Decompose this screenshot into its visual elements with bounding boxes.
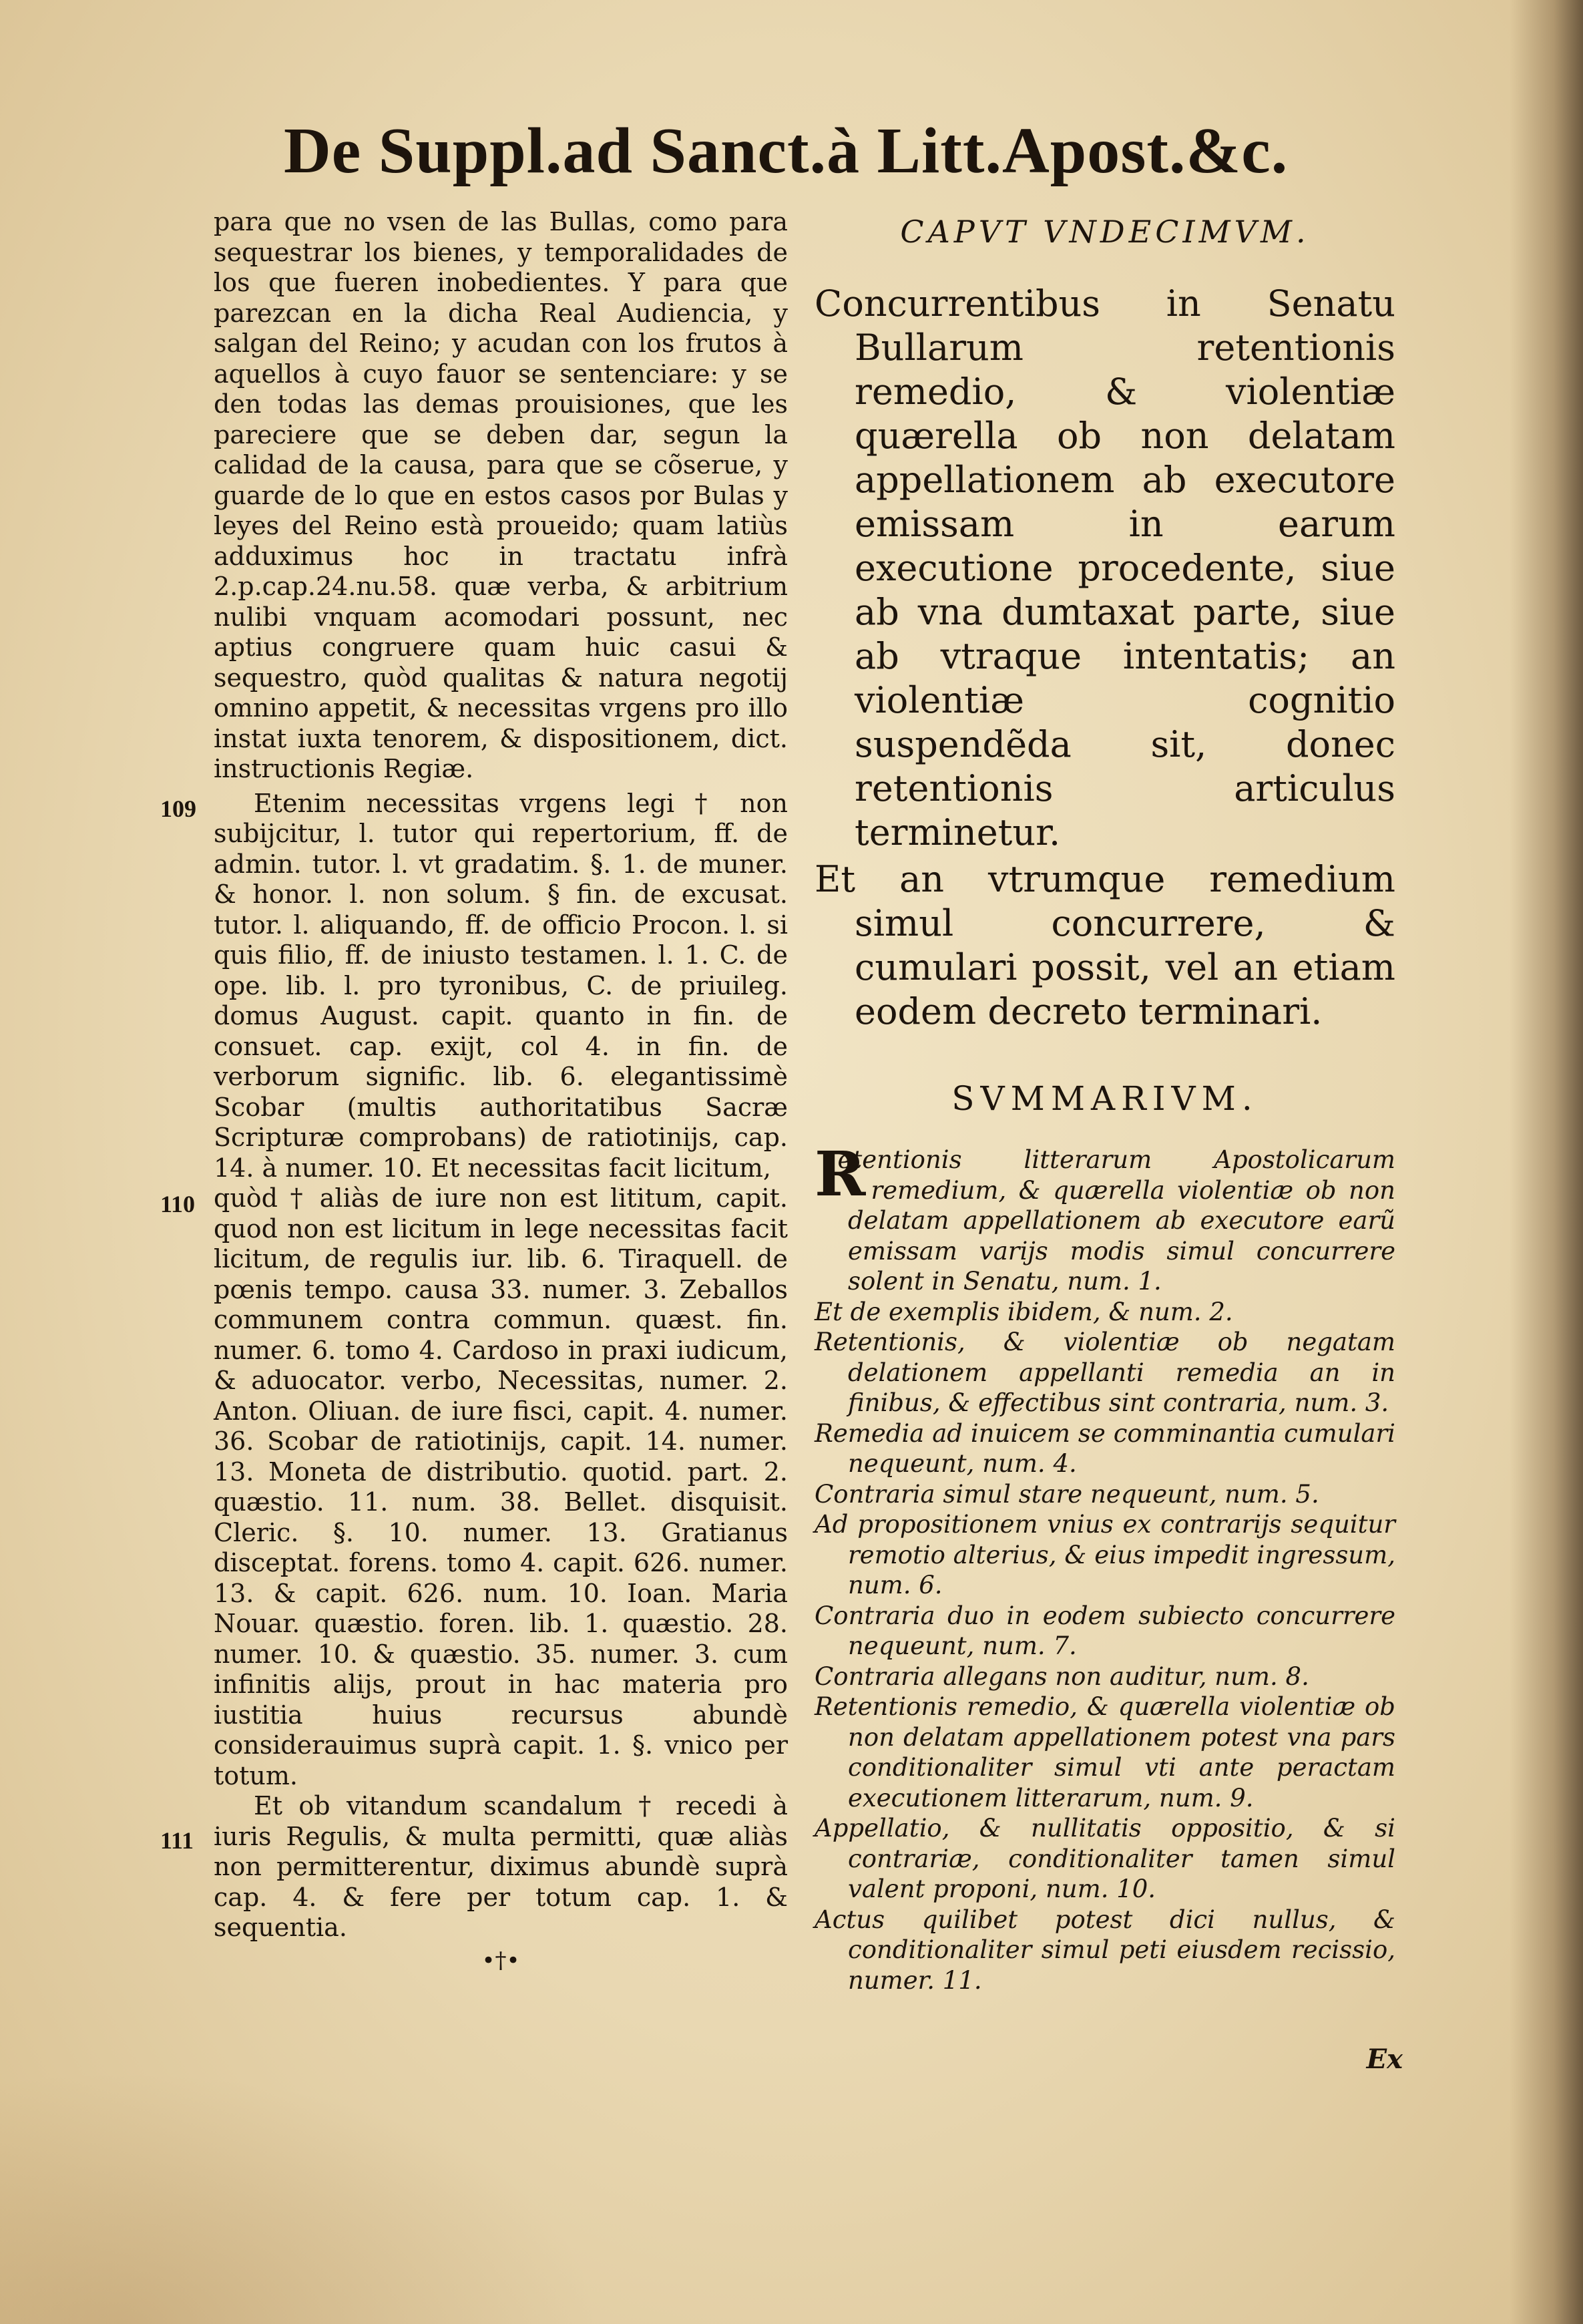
running-header: De Suppl.ad Sanct.à Litt.Apost.&c. — [284, 115, 1289, 187]
left-paragraph-1: para que no vsen de las Bullas, como para sequestrar los bienes, y temporalidades de los que fueren inobedientes. Y para que parezcan en la dicha Real Audiencia, y salgan del Reino; y acudan con los frutos à aquellos à cuyo fauor se sentenciare: y se den todas las demas prouisiones, que les pareciere que se deben dar, segun la calidad de la causa, para que se cõserue, y guarde de lo que en estos casos por Bulas y leyes del Reino està proueido; quam latiùs adduximus hoc in tractatu infrà 2.p.cap.24.nu.58. quæ verba, & arbitrium nulibi vnquam acomodari possunt, nec aptius congruere quam huic casui & sequestro, quòd qualitas & natura negotij omnino appetit, & necessitas vrgens pro illo instat iuxta tenorem, & dispositionem, dict. instructionis Regiæ. — [214, 207, 788, 783]
margin-number-109: 109 — [160, 795, 196, 822]
summary-title: SVMMARIVM. — [951, 1079, 1259, 1118]
summary-item: Remedia ad inuicem se comminantia cumulari nequeunt, num. 4. — [815, 1418, 1395, 1478]
catchword: Ex — [1366, 2044, 1403, 2075]
summary-item: Contraria simul stare nequeunt, num. 5. — [815, 1479, 1319, 1509]
margin-number-111: 111 — [160, 1827, 194, 1854]
left-column — [214, 207, 788, 1974]
margin-number-110: 110 — [160, 1191, 196, 1217]
chapter-title: CAPVT VNDECIMVM. — [900, 214, 1310, 250]
summary-item: Actus quilibet potest dici nullus, & conditionaliter simul peti eiusdem recissio, numer. 11. — [815, 1905, 1395, 1995]
summary-list — [815, 1138, 1395, 1995]
binding-shadow — [1510, 0, 1583, 2324]
summary-item: Retentionis, & violentiæ ob negatam delationem appellanti remedia an in finibus, & effectibus sint contraria, num. 3. — [815, 1328, 1395, 1417]
right-column — [815, 214, 1395, 1995]
summary-item: Retentionis litterarum Apostolicarum remedium, & quærella violentiæ ob non delatam appellationem ab executore earũ emissam varijs modis simul concurrere solent in Senatu, num. 1. — [815, 1138, 1395, 1296]
left-paragraph-4: Et ob vitandum scandalum † recedi à iuris Regulis, & multa permitti, quæ aliàs non permitterentur, diximus abundè suprà cap. 4. & fere per totum cap. 1. & sequentia. — [214, 1791, 788, 1942]
summary-item: Contraria duo in eodem subiecto concurrere nequeunt, num. 7. — [815, 1601, 1395, 1660]
paper-stain — [0, 2070, 601, 2324]
chapter-rubric-2: Et an vtrumque remedium simul concurrere, & cumulari possit, vel an etiam eodem decreto terminari. — [815, 858, 1395, 1032]
summary-item: Ad propositionem vnius ex contrarijs sequitur remotio alterius, & eius impedit ingressum, num. 6. — [815, 1510, 1395, 1599]
summary-item: Retentionis remedio, & quærella violentiæ ob non delatam appellationem potest vna pars conditionaliter simul vti ante peractam executionem litterarum, num. 9. — [815, 1692, 1395, 1812]
summary-item: Contraria allegans non auditur, num. 8. — [815, 1662, 1309, 1691]
left-paragraph-2: Etenim necessitas vrgens legi † non subijcitur, l. tutor qui repertorium, ff. de admin. tutor. l. vt gradatim. §. 1. de muner. & honor. l. non solum. § fin. de excusat. tutor. l. aliquando, ff. de officio Procon. l. si quis filio, ff. de iniusto testamen. l. 1. C. de ope. lib. l. pro tyronibus, C. de priuileg. domus August. capit. quanto in fin. de consuet. cap. exijt, col 4. in fin. de verborum signific. lib. 6. elegantissimè Scobar (multis authoritatibus Sacræ Scripturæ comprobans) de ratiotinijs, cap. 14. à numer. 10. Et necessitas facit licitum, — [214, 788, 788, 1183]
summary-item: Et de exemplis ibidem, & num. 2. — [815, 1297, 1233, 1326]
left-paragraph-3: quòd † aliàs de iure non est lititum, capit. quod non est licitum in lege necessitas facit licitum, de regulis iur. lib. 6. Tiraquell. de pœnis tempo. causa 33. numer. 3. Zeballos communem contra commun. quæst. fin. numer. 6. tomo 4. Cardoso in praxi iudicum, & aduocator. verbo, Necessitas, numer. 2. Anton. Oliuan. de iure fisci, capit. 4. numer. 36. Scobar de ratiotinijs, capit. 14. numer. 13. Moneta de distributio. quotid. part. 2. quæstio. 11. num. 38. Bellet. disquisit. Cleric. §. 10. numer. 13. Gratianus disceptat. forens. tomo 4. capit. 626. numer. 13. & capit. 626. num. 10. Ioan. Maria Nouar. quæstio. foren. lib. 1. quæstio. 28. numer. 10. & quæstio. 35. numer. 3. cum infinitis alijs, prout in hac materia pro iustitia huius recursus abundè considerauimus suprà capit. 1. §. vnico per totum. — [214, 1183, 788, 1790]
chapter-rubric-1: Concurrentibus in Senatu Bullarum retentionis remedio, & violentiæ quærella ob non delatam appellationem ab executore emissam in earum executione procedente, siue ab vna dumtaxat parte, siue ab vtraque intentatis; an violentiæ cognitio suspendẽda sit, donec retentionis articulus terminetur. — [815, 282, 1395, 853]
end-ornament: •†• — [481, 1947, 520, 1974]
summary-item: Appellatio, & nullitatis oppositio, & si contrariæ, conditionaliter tamen simul valent proponi, num. 10. — [815, 1814, 1395, 1903]
